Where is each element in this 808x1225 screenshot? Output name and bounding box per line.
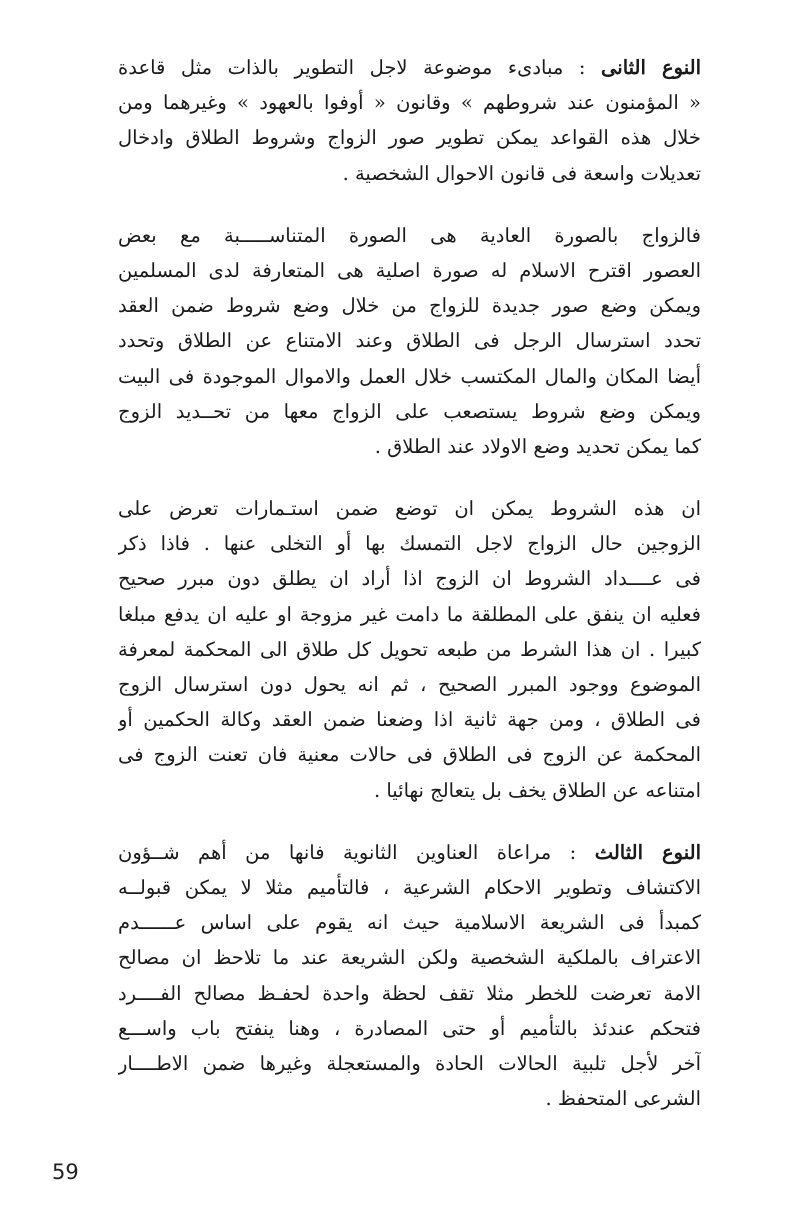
text-line bbox=[118, 50, 701, 85]
text-line: ان هذه الشروط يمكن ان توضع ضمن استـمارات تعرض على bbox=[118, 497, 701, 521]
text-line: ويمكن وضع صور جديدة للزواج من خلال وضع شروط ضمن العقد bbox=[118, 294, 701, 318]
text-line: الموضوع ووجود المبرر الصحيح ، ثم انه يحول دون استرسال الزوج bbox=[118, 673, 701, 696]
paragraph-second-type bbox=[118, 50, 701, 191]
text-line: « المؤمنون عند شروطهم » وقانون « أوفوا بالعهود » وغيرهما ومن bbox=[118, 91, 701, 115]
text-line: الاكتشاف وتطوير الاحكام الشرعية ، فالتأميم مثلا لا يمكن قبولــه bbox=[118, 875, 701, 899]
text-line: كبيرا . ان هذا الشرط من طبعه تحويل كل طلاق الى المحكمة لمعرفة bbox=[118, 637, 701, 661]
text-line: فى عــــداد الشروط ان الزوج اذا أراد ان يطلق دون مبرر صحيح bbox=[118, 567, 701, 591]
text-line: امتناعه عن الطلاق يخف بل يتعالج نهائيا . bbox=[373, 778, 701, 802]
paragraph-conditions bbox=[118, 491, 701, 808]
text-line: كما يمكن تحديد وضع الاولاد عند الطلاق . bbox=[374, 434, 701, 458]
text-line: فى الطلاق ، ومن جهة ثانية اذا وضعنا ضمن العقد وكالة الحكمين أو bbox=[118, 708, 701, 732]
text-line: تحدد استرسال الرجل فى الطلاق وعند الامتناع عن الطلاق وتحدد bbox=[118, 329, 701, 353]
text-fragment: : مبادىء موضوعة لاجل التطوير بالذات مثل قاعدة bbox=[118, 56, 602, 79]
document-page bbox=[118, 50, 701, 1116]
text-line: أيضا المكان والمال المكتسب خلال العمل والاموال الموجودة فى البيت bbox=[118, 364, 701, 388]
text-line: خلال هذه القواعد يمكن تطوير صور الزواج وشروط الطلاق وادخال bbox=[118, 126, 701, 150]
text-line: العصور اقترح الاسلام له صورة اصلية هى المتعارفة لدى المسلمين bbox=[118, 258, 701, 282]
text-line: فالزواج بالصورة العادية هى الصورة المتناســـــبة مع بعض bbox=[118, 223, 701, 247]
text-fragment: : مراعاة العناوين الثانوية فانها من أهم شــؤون bbox=[118, 840, 595, 864]
text-line bbox=[118, 835, 701, 870]
text-line: آخر لأجل تلبية الحالات الحادة والمستعجلة وغيرها ضمن الاطــــار bbox=[118, 1051, 701, 1075]
section-heading: النوع الثالث bbox=[594, 840, 701, 864]
text-line: الزوجين حال الزواج لاجل التمسك بها أو التخلى عنها . فاذا ذكر bbox=[118, 532, 701, 556]
paragraph-marriage bbox=[118, 218, 701, 464]
text-line: فتحكم عندئذ بالتأميم أو حتى المصادرة ، وهنا ينفتح باب واســـع bbox=[118, 1016, 701, 1040]
text-line: تعديلات واسعة فى قانون الاحوال الشخصية . bbox=[342, 161, 701, 185]
text-line: المحكمة عن الزوج فى الطلاق فى حالات معنية فان تعنت الزوج فى bbox=[118, 743, 701, 767]
page-number: 59 bbox=[52, 1160, 79, 1184]
section-heading: النوع الثانى bbox=[601, 56, 701, 79]
paragraph-third-type bbox=[118, 835, 701, 1117]
text-line: الامة تعرضت للخطر مثلا تقف لحظة واحدة لحفـظ مصالح الفــــرد bbox=[118, 981, 701, 1005]
text-line: كمبدأ فى الشريعة الاسلامية حيث انه يقوم على اساس عــــــدم bbox=[118, 911, 701, 935]
text-line: ويمكن وضع شروط يستصعب على الزواج معها من تحــديد الزوج bbox=[118, 399, 701, 423]
text-line: الشرعى المتحفظ . bbox=[545, 1087, 701, 1111]
text-line: الاعتراف بالملكية الشخصية ولكن الشريعة عند ما تلاحظ ان مصالح bbox=[118, 946, 701, 970]
text-line: فعليه ان ينفق على المطلقة ما دامت غير مزوجة او عليه ان يدفع مبلغا bbox=[118, 602, 701, 626]
